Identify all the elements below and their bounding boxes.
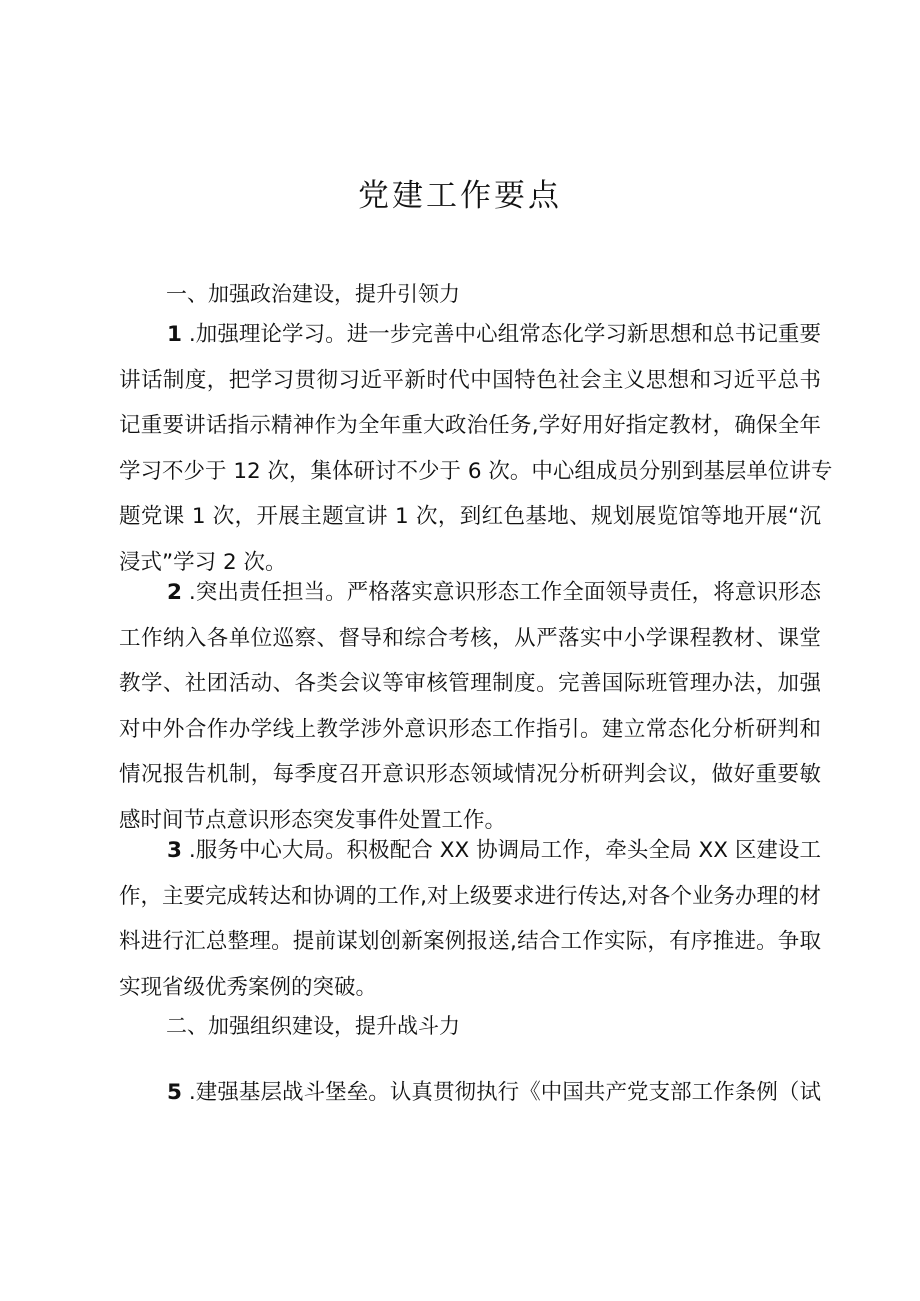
document-title: 党建工作要点 — [358, 178, 562, 214]
item-5-number: 5 — [167, 1080, 182, 1105]
item-2-line-6: 感时间节点意识形态突发事件处置工作。 — [119, 807, 507, 833]
section-heading-2: 二、加强组织建设，提升战斗力 — [166, 1014, 460, 1038]
item-1 — [119, 312, 833, 585]
item-5 — [119, 1070, 821, 1116]
item-2 — [119, 570, 821, 843]
item-1-line-6: 浸式”学习 2 次。 — [119, 549, 287, 575]
item-2-line-1: 2 .突出责任担当。严格落实意识形态工作全面领导责任，将意识形态 — [167, 580, 821, 605]
item-1-line-4: 学习不少于 12 次，集体研讨不少于 6 次。中心组成员分别到基层单位讲专 — [119, 458, 833, 484]
item-1-line-3: 记重要讲话指示精神作为全年重大政治任务,学好用好指定教材，确保全年 — [119, 413, 821, 438]
item-3-line-4: 实现省级优秀案例的突破。 — [119, 974, 378, 1000]
item-3-number: 3 — [167, 838, 182, 863]
item-2-line-3: 教学、社团活动、各类会议等审核管理制度。完善国际班管理办法，加强 — [119, 671, 821, 696]
section-heading-1: 一、加强政治建设，提升引领力 — [166, 282, 460, 306]
item-2-line-5: 情况报告机制，每季度召开意识形态领域情况分析研判会议，做好重要敏 — [119, 762, 821, 787]
item-1-line-1: 1 .加强理论学习。进一步完善中心组常态化学习新思想和总书记重要 — [167, 322, 821, 347]
item-1-line-5: 题党课 1 次，开展主题宣讲 1 次，到红色基地、规划展览馆等地开展“沉 — [119, 504, 821, 529]
item-5-line-1: 5 .建强基层战斗堡垒。认真贯彻执行《中国共产党支部工作条例（试 — [167, 1080, 821, 1105]
item-3 — [119, 828, 821, 1010]
item-3-line-1: 3 .服务中心大局。积极配合 XX 协调局工作，牵头全局 XX 区建设工 — [167, 838, 821, 863]
item-1-number: 1 — [167, 322, 182, 347]
item-1-line-2: 讲话制度，把学习贯彻习近平新时代中国特色社会主义思想和习近平总书 — [119, 367, 821, 393]
item-3-line-2: 作，主要完成转达和协调的工作,对上级要求进行传达,对各个业务办理的材 — [119, 883, 821, 909]
item-3-line-3: 料进行汇总整理。提前谋划创新案例报送,结合工作实际，有序推进。争取 — [119, 929, 821, 954]
item-2-line-2: 工作纳入各单位巡察、督导和综合考核，从严落实中小学课程教材、课堂 — [119, 625, 821, 651]
item-2-line-4: 对中外合作办学线上教学涉外意识形态工作指引。建立常态化分析研判和 — [119, 716, 821, 742]
item-2-number: 2 — [167, 580, 182, 605]
